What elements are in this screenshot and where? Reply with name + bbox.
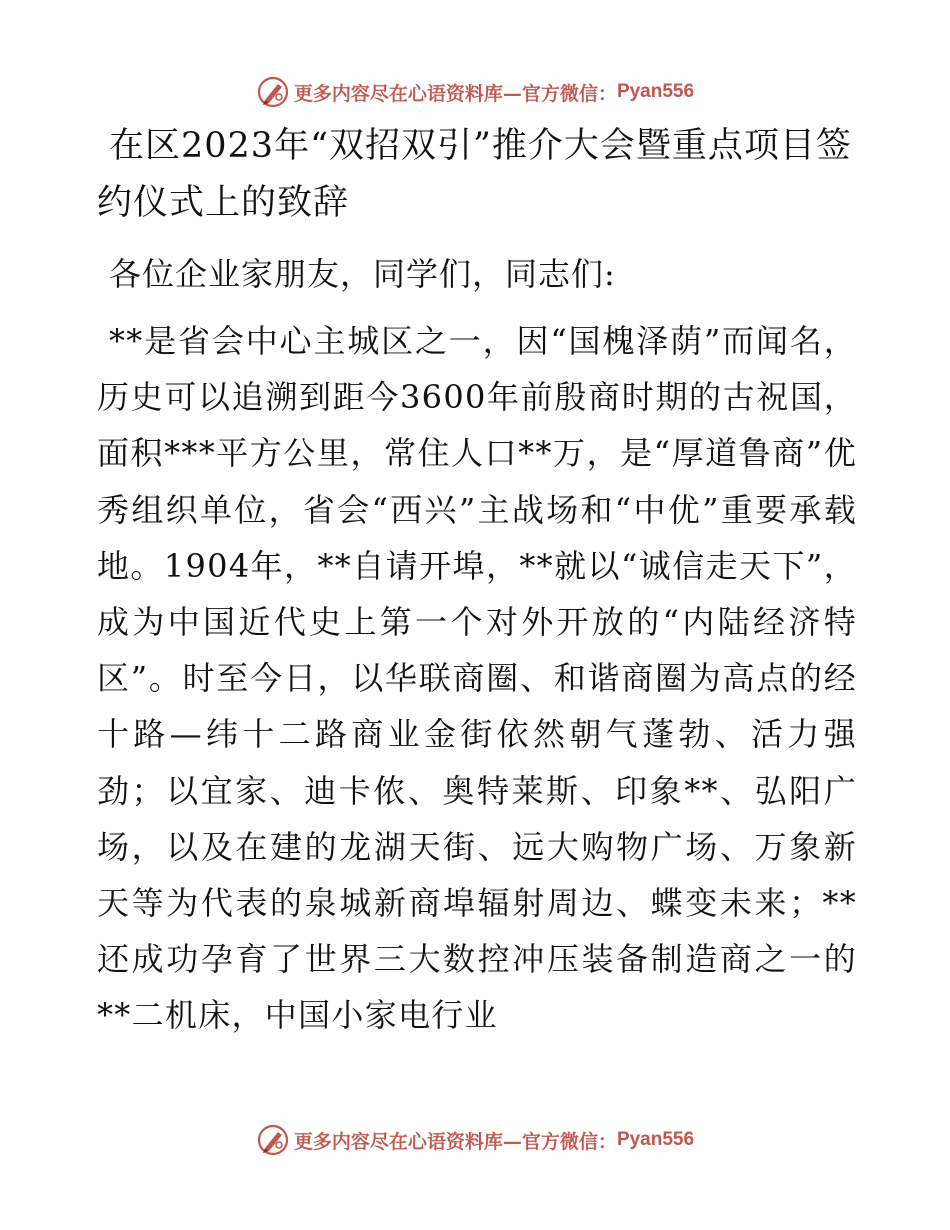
document-body: [97, 118, 857, 1044]
banner-text: 更多内容尽在心语资料库—官方微信：: [293, 1130, 617, 1153]
banner-text: 更多内容尽在心语资料库—官方微信：: [293, 82, 617, 105]
pen-logo-icon: [256, 1123, 290, 1157]
salutation: 各位企业家朋友，同学们，同志们:: [109, 255, 616, 293]
pen-logo-icon: [256, 75, 290, 109]
footer-watermark-banner: [0, 1120, 950, 1160]
body-paragraph: **是省会中心主城区之一，因“国槐泽荫”而闻名，历史可以追溯到距今3600年前殷商时期的古祝国，面积***平方公里，常住人口**万，是“厚道鲁商”优秀组织单位，省会“西兴”主战场和“中优”重要承载地。1904年，**自请开埠，**就以“诚信走天下”，成为中国近代史上第一个对外开放的“内陆经济特区”。时至今日，以华联商圈、和谐商圈为高点的经十路—纬十二路商业金街依然朝气蓬勃、活力强劲；以宜家、迪卡侬、奥特莱斯、印象**、弘阳广场，以及在建的龙湖天街、远大购物广场、万象新天等为代表的泉城新商埠辐射周边、蝶变未来；**还成功孕育了世界三大数控冲压装备制造商之一的**二机床，中国小家电行业: [97, 322, 857, 1035]
wechat-id: Pyan556: [616, 1129, 695, 1150]
wechat-id: Pyan556: [616, 81, 695, 102]
header-watermark-banner: [0, 72, 950, 112]
document-title: 在区2023年“双招双引”推介大会暨重点项目签约仪式上的致辞: [97, 126, 852, 223]
